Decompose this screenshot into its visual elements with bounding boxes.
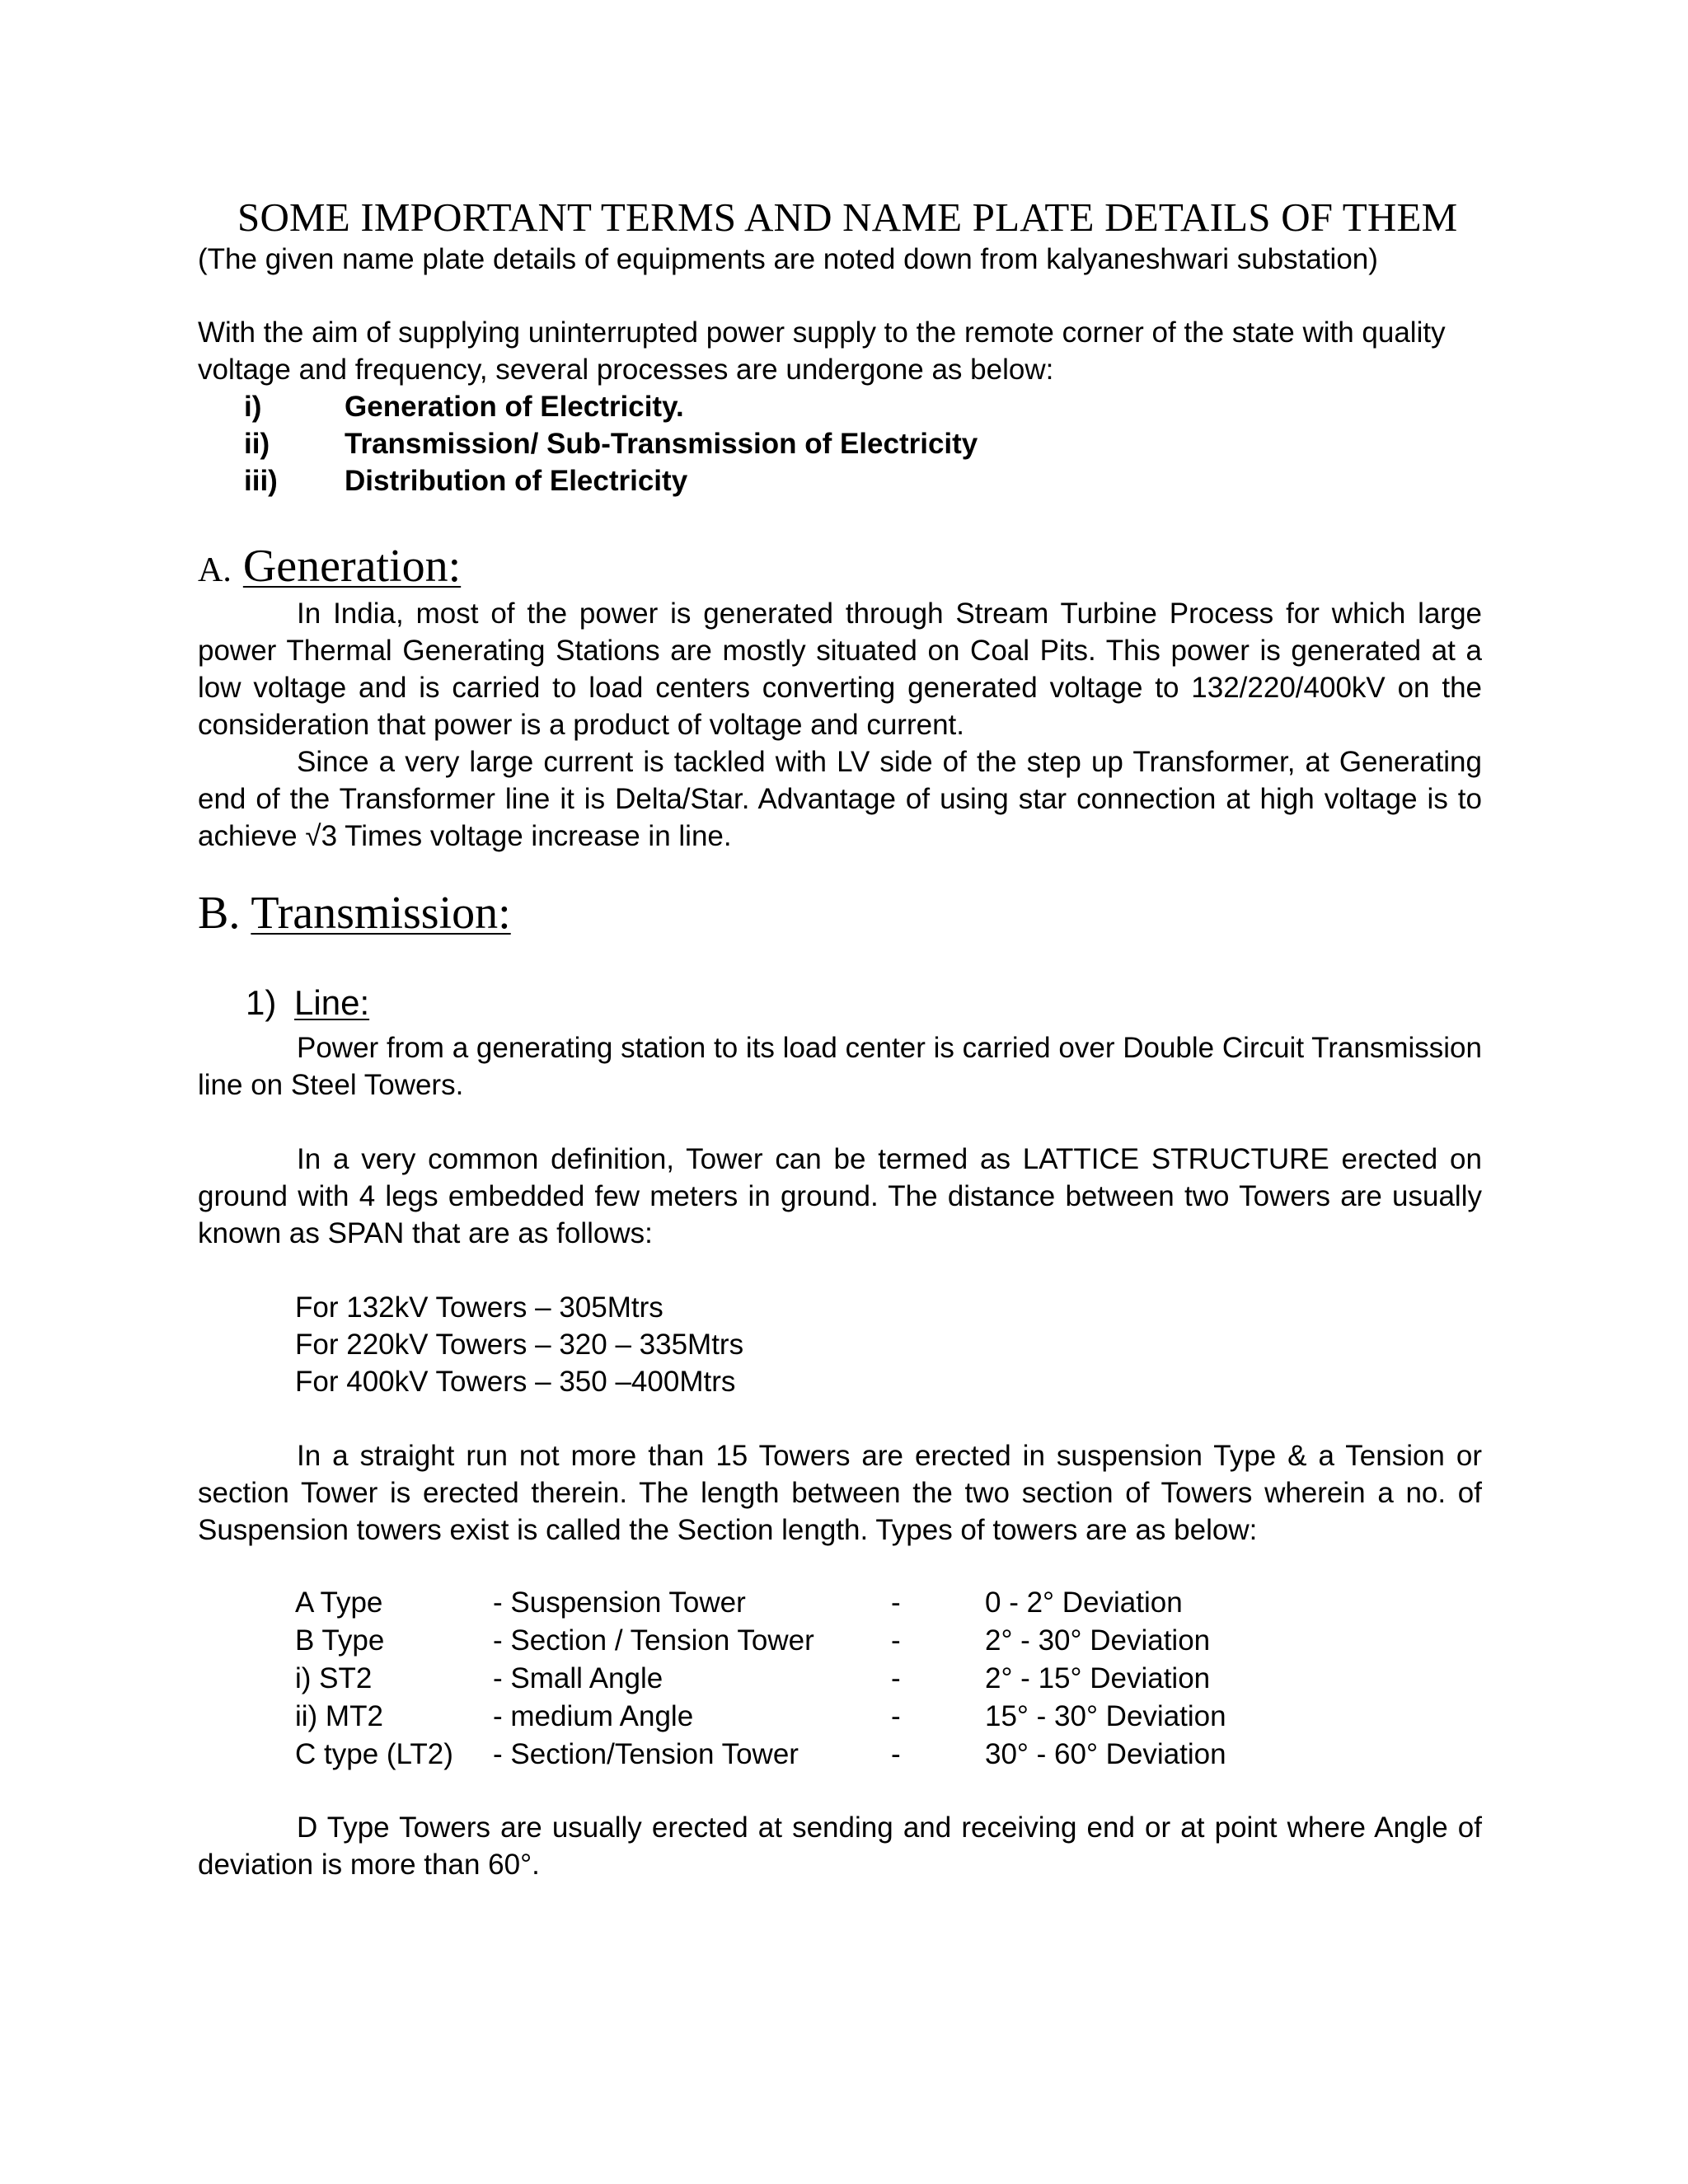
tower-type: i) ST2 [295,1662,373,1694]
intro-line-2: voltage and frequency, several processes are undergone as below: [198,354,1054,386]
line-subheading-num: 1) [246,983,277,1022]
tower-deviation: 15° - 30° Deviation [985,1700,1226,1732]
tower-deviation: 0 - 2° Deviation [985,1586,1183,1619]
table-row [295,1622,1226,1660]
process-num: ii) [244,428,270,460]
tower-desc: - Suspension Tower [493,1586,746,1619]
tower-desc: - Section/Tension Tower [493,1738,799,1770]
tower-sep: - [891,1586,901,1619]
process-num: i) [244,391,262,423]
section-a-title: Generation: [242,541,462,592]
table-row [295,1698,1226,1736]
process-text: Generation of Electricity. [345,391,684,423]
tower-type: ii) MT2 [295,1700,383,1732]
line-subheading-title: Line: [294,983,370,1022]
tower-desc: - medium Angle [493,1700,694,1732]
tower-deviation: 30° - 60° Deviation [985,1738,1226,1770]
span-line: For 132kV Towers – 305Mtrs [295,1291,663,1324]
line-paragraph-2: In a very common definition, Tower can be termed as LATTICE STRUCTURE erected on ground with 4 legs embedded few meters in ground. The distance between two Towers are usually known as SPAN that are as follows: [198,1143,1482,1249]
tower-deviation: 2° - 30° Deviation [985,1624,1211,1657]
intro-line-1: With the aim of supplying uninterrupted power supply to the remote corner of the state with quality [198,316,1446,349]
page-title: SOME IMPORTANT TERMS AND NAME PLATE DETAILS OF THEM [237,194,1458,240]
span-line: For 400kV Towers – 350 –400Mtrs [295,1366,736,1398]
page-subtitle: (The given name plate details of equipments are noted down from kalyaneshwari substation) [198,243,1378,275]
tower-type: A Type [295,1586,383,1619]
table-row [295,1584,1226,1622]
tower-deviation: 2° - 15° Deviation [985,1662,1211,1694]
table-row [295,1660,1226,1698]
tower-types-table [295,1584,1226,1774]
tower-type: C type (LT2) [295,1738,453,1770]
tower-sep: - [891,1738,901,1770]
tower-desc: - Section / Tension Tower [493,1624,814,1657]
section-a-letter: A. [198,551,232,589]
generation-paragraph-2: Since a very large current is tackled with LV side of the step up Transformer, at Generating end of the Transformer line it is Delta/Star. Advantage of using star connection at high voltage is to achieve √3 Times voltage increase in line. [198,746,1482,852]
process-num: iii) [244,465,278,497]
generation-paragraph-1: In India, most of the power is generated through Stream Turbine Process for which large power Thermal Generating Stations are mostly situated on Coal Pits. This power is generated at a low voltage and is carried to load centers converting generated voltage to 132/220/400kV on the consideration that power is a product of voltage and current. [198,598,1482,741]
process-text: Transmission/ Sub-Transmission of Electricity [345,428,978,460]
tower-sep: - [891,1700,901,1732]
section-b-title: Transmission: [251,888,511,939]
section-b-letter: B. [198,888,241,939]
tower-sep: - [891,1624,901,1657]
tower-type: B Type [295,1624,385,1657]
tower-sep: - [891,1662,901,1694]
tower-desc: - Small Angle [493,1662,663,1694]
line-paragraph-1: Power from a generating station to its load center is carried over Double Circuit Transmission line on Steel Towers. [198,1032,1482,1101]
table-row [295,1736,1226,1774]
process-text: Distribution of Electricity [345,465,688,497]
span-line: For 220kV Towers – 320 – 335Mtrs [295,1329,744,1361]
line-subheading [246,983,369,1023]
section-a-heading [198,540,461,593]
line-paragraph-4: D Type Towers are usually erected at sending and receiving end or at point where Angle of deviation is more than 60°. [198,1811,1482,1881]
line-paragraph-3: In a straight run not more than 15 Towers are erected in suspension Type & a Tension or section Tower is erected therein. The length between the two section of Towers wherein a no. of Suspension towers exist is called the Section length. Types of towers are as below: [198,1440,1482,1546]
section-b-heading [198,887,511,940]
